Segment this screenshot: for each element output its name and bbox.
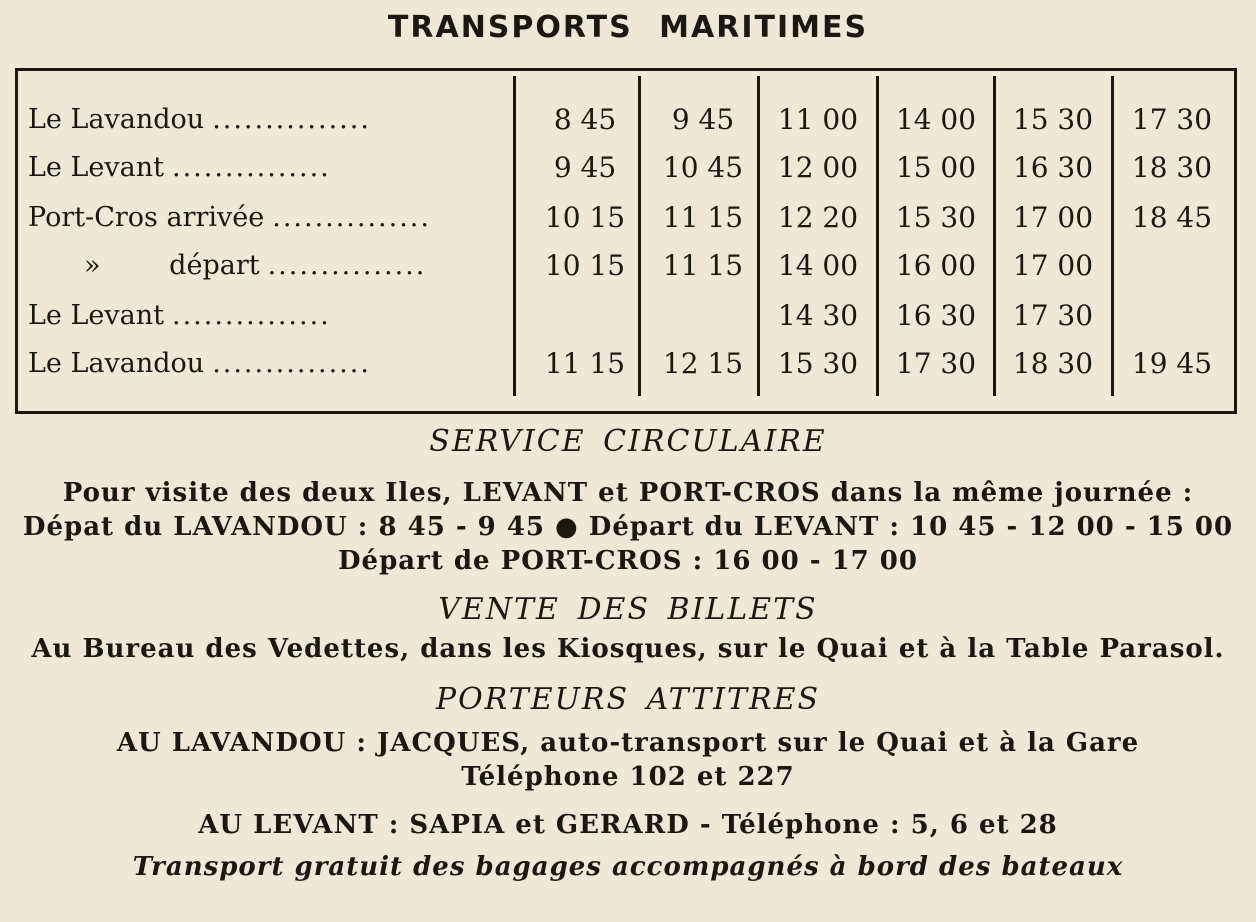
time-cell: 11 15: [662, 249, 744, 282]
time-cell: 11 15: [662, 201, 744, 234]
table-row: [0, 98, 1256, 142]
time-cell: 17 00: [1012, 201, 1094, 234]
time-cell: [1116, 244, 1228, 288]
time-cell: 9 45: [553, 151, 617, 184]
time-cell: 12 00: [777, 151, 859, 184]
leader-dots: ...............: [212, 104, 371, 135]
table-row: [0, 146, 1256, 190]
time-cell: 8 45: [553, 103, 617, 136]
time-cell: 14 00: [895, 103, 977, 136]
stop-name: [28, 342, 508, 386]
time-cell: 16 30: [1012, 151, 1094, 184]
time-cell: 12 15: [662, 347, 744, 380]
time-cell: 17 30: [1131, 103, 1213, 136]
leader-dots: ...............: [212, 348, 371, 379]
table-row: [0, 244, 1256, 288]
service-line-3: Départ de PORT-CROS : 16 00 - 17 00: [338, 546, 918, 576]
stop-label: Le Levant: [28, 152, 164, 183]
time-cell: 15 00: [895, 151, 977, 184]
time-cell: 15 30: [1012, 103, 1094, 136]
service-heading: SERVICE CIRCULAIRE: [429, 424, 827, 459]
table-row: [0, 294, 1256, 338]
service-line-1: Pour visite des deux Iles, LEVANT et PORT-CROS dans la même journée :: [62, 478, 1194, 508]
porteurs-line-2: Téléphone 102 et 227: [461, 762, 795, 792]
stop-label: Le Lavandou: [28, 104, 205, 135]
time-cell: 17 30: [895, 347, 977, 380]
time-cell: 10 15: [544, 249, 626, 282]
time-cell: [1116, 294, 1228, 338]
time-cell: 10 15: [544, 201, 626, 234]
time-cell: 16 00: [895, 249, 977, 282]
time-cell: 11 00: [777, 103, 859, 136]
leader-dots: ...............: [172, 300, 331, 331]
table-row: [0, 196, 1256, 240]
stop-name: [28, 196, 508, 240]
time-cell: 9 45: [671, 103, 735, 136]
time-cell: 12 20: [777, 201, 859, 234]
leader-dots: ...............: [172, 152, 331, 183]
time-cell: 19 45: [1131, 347, 1213, 380]
stop-name: [28, 294, 508, 338]
time-cell: 16 30: [895, 299, 977, 332]
porteurs-line-4: Transport gratuit des bagages accompagnés à bord des bateaux: [132, 852, 1124, 882]
time-cell: 15 30: [895, 201, 977, 234]
time-cell: 17 30: [1012, 299, 1094, 332]
time-cell: 11 15: [544, 347, 626, 380]
stop-label: Le Lavandou: [28, 348, 205, 379]
time-cell: 10 45: [662, 151, 744, 184]
billets-heading: VENTE DES BILLETS: [438, 592, 818, 627]
time-cell: 14 00: [777, 249, 859, 282]
porteurs-heading: PORTEURS ATTITRES: [435, 682, 821, 717]
leader-dots: ...............: [267, 250, 427, 281]
billets-line-1: Au Bureau des Vedettes, dans les Kiosques, sur le Quai et à la Table Parasol.: [31, 634, 1225, 664]
time-cell: 18 30: [1131, 151, 1213, 184]
leader-dots: ...............: [272, 202, 431, 233]
time-cell: [647, 294, 759, 338]
table-row: [0, 342, 1256, 386]
time-cell: 18 45: [1131, 201, 1213, 234]
time-cell: 14 30: [777, 299, 859, 332]
time-cell: 15 30: [777, 347, 859, 380]
porteurs-line-3: AU LEVANT : SAPIA et GERARD - Téléphone : 5, 6 et 28: [198, 810, 1058, 840]
page-title: TRANSPORTS MARITIMES: [387, 10, 869, 45]
stop-name: [28, 98, 508, 142]
porteurs-line-1: AU LAVANDOU : JACQUES, auto-transport sur le Quai et à la Gare: [116, 728, 1140, 758]
stop-name: [28, 146, 508, 190]
stop-name: [28, 244, 564, 288]
stop-label: » départ: [84, 250, 260, 281]
stop-label: Port-Cros arrivée: [28, 202, 265, 233]
time-cell: 17 00: [1012, 249, 1094, 282]
service-line-2: Dépat du LAVANDOU : 8 45 - 9 45 ● Départ du LEVANT : 10 45 - 12 00 - 15 00: [22, 512, 1234, 542]
time-cell: [529, 294, 641, 338]
time-cell: 18 30: [1012, 347, 1094, 380]
stop-label: Le Levant: [28, 300, 164, 331]
